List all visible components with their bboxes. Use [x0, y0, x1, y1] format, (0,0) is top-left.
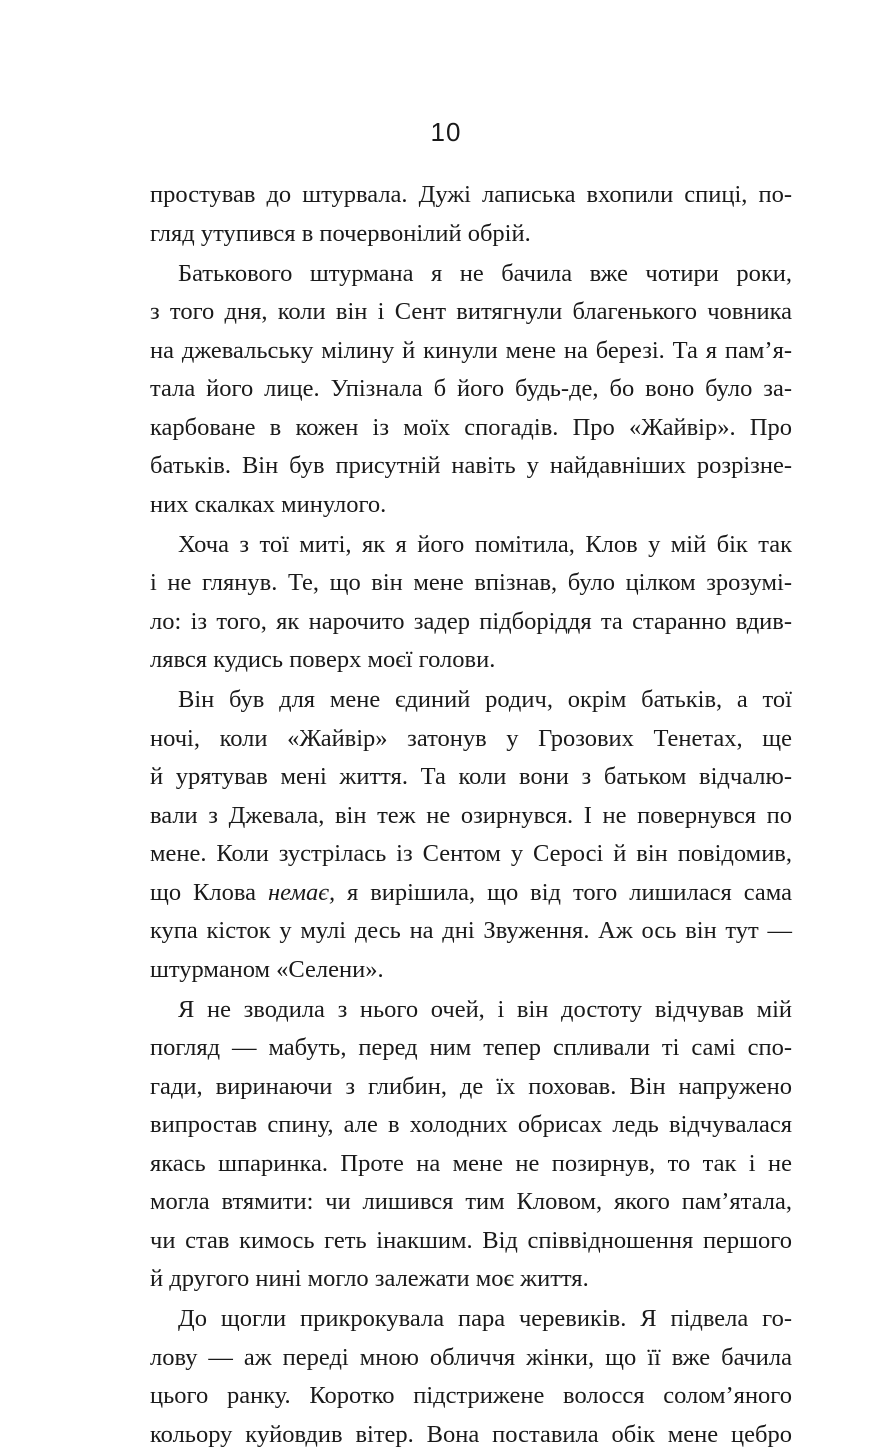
text-line: кольору куйовдив вітер. Вона поставила обік мене цебро	[150, 1416, 792, 1454]
text-line: Я не зводила з нього очей, і він достоту відчував мій	[150, 991, 792, 1030]
page-number: 10	[0, 112, 892, 152]
text-line: тала його лице. Упізнала б його будь-де, бо воно було за-	[150, 370, 792, 409]
text-line	[150, 874, 792, 913]
emphasized-text: немає,	[268, 879, 335, 906]
text-line: мене. Коли зустрілась із Сентом у Серосі й він повідомив,	[150, 835, 792, 874]
text-line: лявся кудись поверх моєї голови.	[150, 641, 792, 680]
text-line: гляд утупився в почервонілий обрій.	[150, 215, 792, 254]
text-line: випростав спину, але в холодних обрисах ледь відчувалася	[150, 1106, 792, 1145]
text-line: з того дня, коли він і Сент витягнули благенького човника	[150, 293, 792, 332]
text-segment: я вирішила, що від того лишилася сама	[335, 879, 792, 906]
text-line: ночі, коли «Жайвір» затонув у Грозових Тенетах, ще	[150, 720, 792, 759]
text-line: гади, виринаючи з глибин, де їх поховав. Він напружено	[150, 1068, 792, 1107]
text-line: Хоча з тої миті, як я його помітила, Клов у мій бік так	[150, 526, 792, 565]
text-line: могла втямити: чи лишився тим Кловом, якого пам’ятала,	[150, 1183, 792, 1222]
text-line: Батькового штурмана я не бачила вже чотири роки,	[150, 255, 792, 294]
text-line: ло: із того, як нарочито задер підборіддя та старанно вдив-	[150, 603, 792, 642]
text-line: на джевальську мілину й кинули мене на березі. Та я пам’я-	[150, 332, 792, 371]
text-line: них скалках минулого.	[150, 486, 792, 525]
text-line: лову — аж переді мною обличчя жінки, що її вже бачила	[150, 1339, 792, 1378]
text-line: купа кісток у мулі десь на дні Звуження. Аж ось він тут —	[150, 912, 792, 951]
text-line: й урятував мені життя. Та коли вони з батьком відчалю-	[150, 758, 792, 797]
text-line: й другого нині могло залежати моє життя.	[150, 1260, 792, 1299]
text-line: вали з Джевала, він теж не озирнувся. І не повернувся по	[150, 797, 792, 836]
text-line: і не глянув. Те, що він мене впізнав, було цілком зрозумі-	[150, 564, 792, 603]
body-text	[150, 176, 792, 1454]
text-line: карбоване в кожен із моїх спогадів. Про «Жайвір». Про	[150, 409, 792, 448]
text-line: цього ранку. Коротко підстрижене волосся солом’яного	[150, 1377, 792, 1416]
text-line: батьків. Він був присутній навіть у найдавніших розрізне-	[150, 447, 792, 486]
text-line: чи став кимось геть інакшим. Від співвідношення першого	[150, 1222, 792, 1261]
text-line: простував до штурвала. Дужі лаписька вхопили спиці, по-	[150, 176, 792, 215]
text-line: погляд — мабуть, перед ним тепер спливали ті самі спо-	[150, 1029, 792, 1068]
text-segment: що Клова	[150, 879, 268, 906]
text-line: штурманом «Селени».	[150, 951, 792, 990]
text-line: якась шпаринка. Проте на мене не позирнув, то так і не	[150, 1145, 792, 1184]
text-line: Він був для мене єдиний родич, окрім батьків, а тої	[150, 681, 792, 720]
text-line: До щогли прикрокувала пара черевиків. Я підвела го-	[150, 1300, 792, 1339]
